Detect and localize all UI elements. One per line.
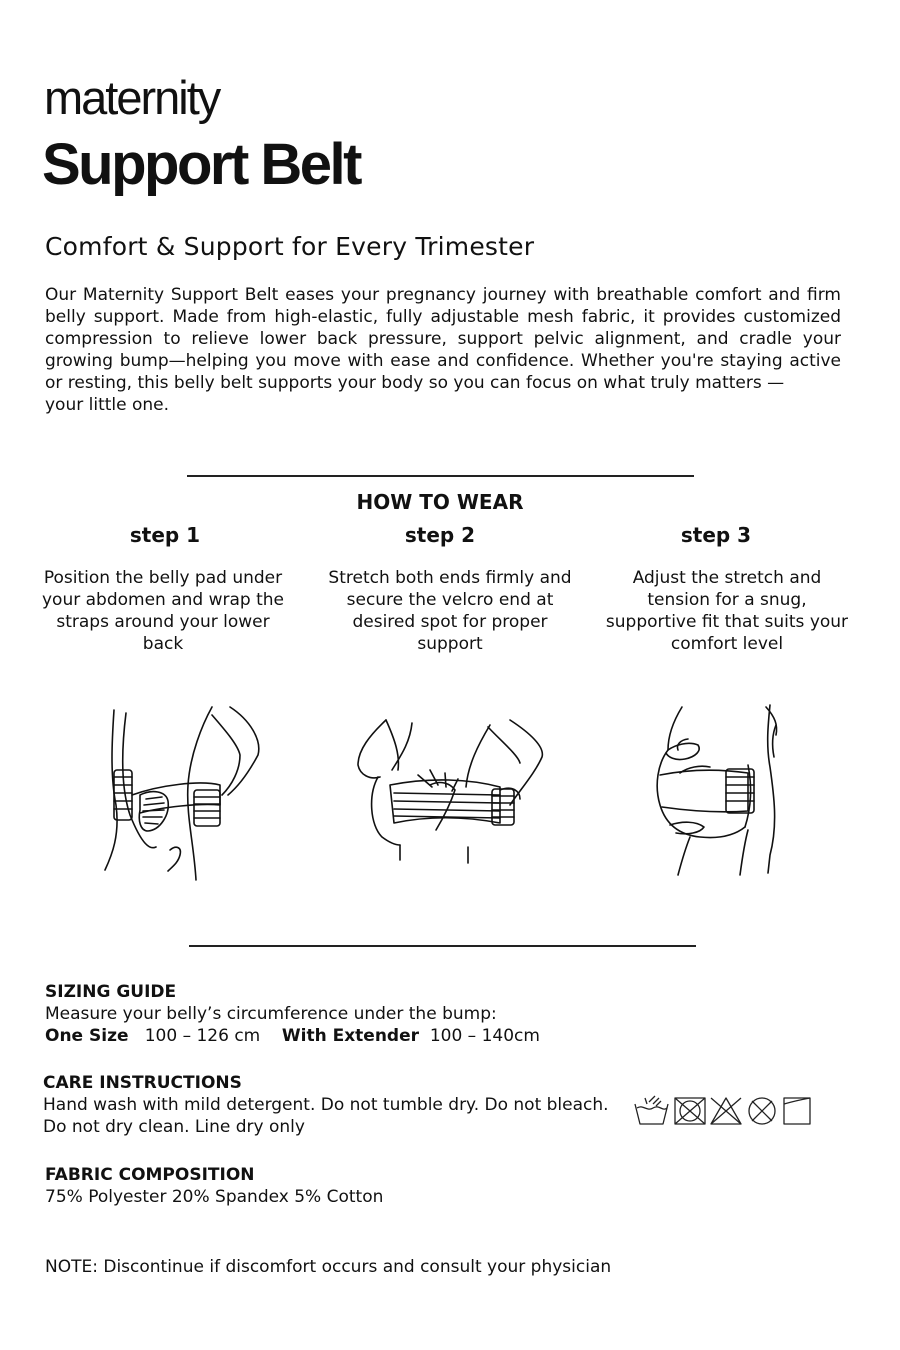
step-2-text: Stretch both ends firmly and secure the velcro end at desired spot for proper support — [328, 568, 572, 654]
step-3-label: step 3 — [680, 523, 752, 547]
how-to-wear-title: HOW TO WEAR — [356, 490, 524, 514]
intro-text-end: your little one. — [45, 395, 170, 415]
care-instructions-title: CARE INSTRUCTIONS — [43, 1073, 242, 1093]
extender-value: 100 – 140cm — [429, 1026, 540, 1046]
belt-wrap-illustration — [90, 695, 290, 895]
belt-stretch-illustration — [350, 695, 550, 895]
care-line-2: Do not dry clean. Line dry only — [43, 1117, 305, 1137]
one-size-value: 100 – 126 cm — [144, 1026, 261, 1046]
belt-adjust-illustration — [640, 695, 840, 895]
sizing-guide-title: SIZING GUIDE — [45, 982, 177, 1002]
no-bleach-icon — [711, 1098, 741, 1124]
product-title: Support Belt — [42, 132, 360, 197]
hand-wash-icon — [635, 1096, 668, 1124]
one-size-label: One Size — [45, 1026, 129, 1046]
divider-top — [187, 475, 694, 477]
brand-subtitle: maternity — [44, 71, 220, 124]
step-2-label: step 2 — [404, 523, 476, 547]
divider-bottom — [189, 945, 696, 947]
extender-label: With Extender — [281, 1026, 420, 1046]
step-1-text: Position the belly pad under your abdomen and wrap the straps around your lower back — [41, 568, 285, 654]
care-line-1: Hand wash with mild detergent. Do not tumble dry. Do not bleach. — [43, 1095, 609, 1115]
step-3-text: Adjust the stretch and tension for a snug, supportive fit that suits your comfort level — [605, 568, 849, 654]
fabric-composition-text: 75% Polyester 20% Spandex 5% Cotton — [45, 1187, 384, 1207]
intro-paragraph — [45, 284, 841, 416]
step-1-label: step 1 — [129, 523, 201, 547]
fabric-composition-title: FABRIC COMPOSITION — [45, 1165, 255, 1185]
no-dry-clean-icon — [749, 1098, 775, 1124]
line-dry-icon — [784, 1098, 810, 1124]
care-icons — [633, 1094, 813, 1128]
no-tumble-dry-icon — [675, 1098, 705, 1124]
intro-text: Our Maternity Support Belt eases your pregnancy journey with breathable comfort and firm belly support. Made from high-elastic, fully adjustable mesh fabric, it provides customized compression to relieve lower back pressure, support pelvic alignment, and cradle your growing bump—helping you move with ease and confidence. Whether you're staying active or resting, this belly belt supports your body so you can focus on what truly matters — — [45, 285, 841, 393]
sizing-values — [45, 1025, 540, 1047]
tagline: Comfort & Support for Every Trimester — [45, 232, 535, 261]
warning-note: NOTE: Discontinue if discomfort occurs and consult your physician — [45, 1257, 612, 1277]
sizing-instruction: Measure your belly’s circumference under the bump: — [45, 1004, 497, 1024]
